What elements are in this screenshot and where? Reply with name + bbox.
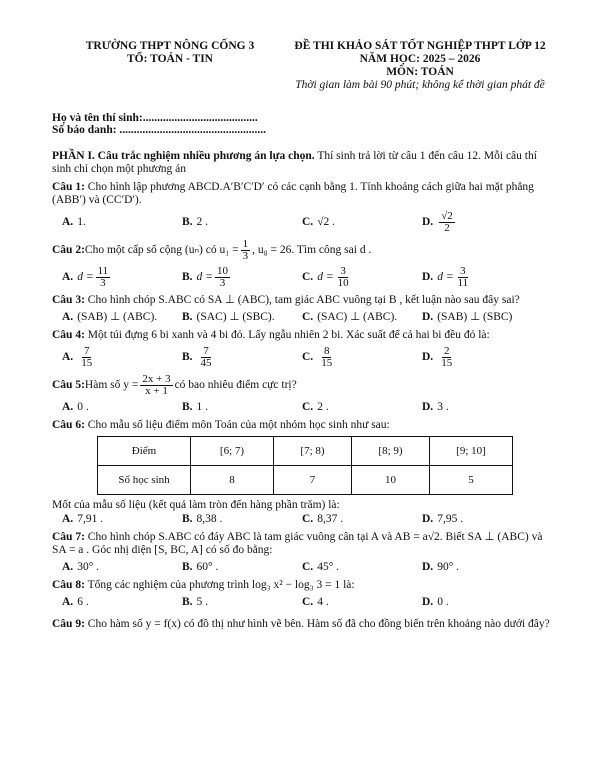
letter-d: D. xyxy=(422,351,434,363)
q6-data-table xyxy=(97,436,513,495)
q6-text: Cho mẫu số liệu điểm môn Toán của một nhóm học sinh như sau: xyxy=(84,419,390,431)
q4-b-num: 7 xyxy=(203,345,209,357)
letter-d: D. xyxy=(422,271,434,283)
letter-d: D. xyxy=(422,596,434,608)
q2-fraction xyxy=(241,239,251,262)
q2-options xyxy=(62,266,550,289)
part-title: PHẦN I. Câu trắc nghiệm nhiều phương án lựa chọn. xyxy=(52,150,315,162)
subject: MÔN: TOÁN xyxy=(386,66,454,78)
q5-b: 1 . xyxy=(196,401,209,413)
q2-c-pre: d = xyxy=(317,271,334,283)
letter-b: B. xyxy=(182,596,193,608)
q2-b-num: 10 xyxy=(216,265,228,277)
q8-option-b[interactable] xyxy=(182,596,302,609)
table-cell: 8 xyxy=(191,466,274,495)
q1-d-den: 2 xyxy=(444,222,450,234)
q4-label: Câu 4: xyxy=(52,329,85,341)
table-cell: [7; 8) xyxy=(274,437,352,466)
q2-c-den: 10 xyxy=(337,277,349,289)
letter-c: C. xyxy=(302,561,314,573)
q6-option-d[interactable] xyxy=(422,513,542,526)
q6-option-a[interactable] xyxy=(62,513,182,526)
q7-b: 60° . xyxy=(196,561,219,573)
letter-b: B. xyxy=(182,351,193,363)
letter-c: C. xyxy=(302,351,314,363)
letter-c: C. xyxy=(302,596,314,608)
letter-b: B. xyxy=(182,216,193,228)
q2-a-num: 11 xyxy=(97,265,109,277)
department: TỔ: TOÁN - TIN xyxy=(127,53,213,65)
table-cell: 10 xyxy=(352,466,430,495)
question-3 xyxy=(52,294,550,307)
school-name: TRƯỜNG THPT NÔNG CỐNG 3 xyxy=(85,40,255,52)
question-4 xyxy=(52,329,550,342)
letter-a: A. xyxy=(62,216,74,228)
q8-option-a[interactable] xyxy=(62,596,182,609)
letter-c: C. xyxy=(302,216,314,228)
table-row xyxy=(98,437,513,466)
questions xyxy=(52,150,550,634)
q8-a: 6 . xyxy=(77,596,89,608)
q4-d-den: 15 xyxy=(441,357,453,369)
header-left xyxy=(70,40,270,66)
letter-a: A. xyxy=(62,351,74,363)
q3-option-d[interactable] xyxy=(422,311,542,324)
q2-f-den: 3 xyxy=(242,250,249,262)
letter-d: D. xyxy=(422,561,434,573)
letter-d: D. xyxy=(422,311,434,323)
q2-text-1: Cho một cấp số cộng (uₙ) có u₁ = xyxy=(84,244,239,256)
q4-a-den: 15 xyxy=(81,357,93,369)
school-year: NĂM HỌC: 2025 – 2026 xyxy=(359,53,481,65)
q3-label: Câu 3: xyxy=(52,294,85,306)
letter-c: C. xyxy=(302,401,314,413)
q3-option-b[interactable] xyxy=(182,311,302,324)
q7-option-d[interactable] xyxy=(422,561,542,574)
q8-option-d[interactable] xyxy=(422,596,542,609)
letter-d: D. xyxy=(422,513,434,525)
q4-b-den: 45 xyxy=(200,357,212,369)
table-cell: [8; 9) xyxy=(352,437,430,466)
q6-option-b[interactable] xyxy=(182,513,302,526)
q2-d-num: 3 xyxy=(460,265,466,277)
question-9 xyxy=(52,614,550,634)
question-6 xyxy=(52,419,550,432)
question-1 xyxy=(52,181,550,207)
q8-d: 0 . xyxy=(437,596,449,608)
time-note: Thời gian làm bài 90 phút; không kể thời gian phát đề xyxy=(295,79,545,91)
q8-label: Câu 8: xyxy=(52,579,85,591)
q4-option-d[interactable] xyxy=(422,346,542,369)
q6-d: 7,95 . xyxy=(437,513,464,525)
letter-b: B. xyxy=(182,513,193,525)
table-cell: Số học sinh xyxy=(98,466,191,495)
q2-a-pre: d = xyxy=(77,271,94,283)
table-cell: 7 xyxy=(274,466,352,495)
student-id-line: Số báo danh: ................................................... xyxy=(52,124,267,136)
q5-a: 0 . xyxy=(77,401,89,413)
q8-text: Tổng các nghiệm của phương trình log₃ x² − log₃ 3 = 1 là: xyxy=(84,579,355,591)
q1-d-fraction xyxy=(439,211,455,234)
part-heading xyxy=(52,150,550,176)
q4-b-fraction xyxy=(199,346,214,369)
question-7 xyxy=(52,531,550,557)
letter-a: A. xyxy=(62,596,74,608)
q4-c-fraction xyxy=(319,346,334,369)
q2-a-den: 3 xyxy=(100,277,106,289)
q9-label: Câu 9: xyxy=(52,618,85,630)
q4-a-fraction xyxy=(79,346,94,369)
q4-option-b[interactable] xyxy=(182,346,302,369)
q2-option-c[interactable] xyxy=(302,266,422,289)
q7-c: 45° . xyxy=(317,561,340,573)
q2-text-2: , u₈ = 26. Tìm công sai d . xyxy=(252,244,372,256)
q6-c: 8,37 . xyxy=(317,513,344,525)
q2-b-pre: d = xyxy=(196,271,213,283)
q3-option-c[interactable] xyxy=(302,311,422,324)
q2-option-a[interactable] xyxy=(62,266,182,289)
table-cell: 5 xyxy=(430,466,513,495)
q4-d-fraction xyxy=(439,346,454,369)
q5-label: Câu 5: xyxy=(52,379,85,391)
q2-c-fraction xyxy=(336,266,351,289)
q1-c: √2 . xyxy=(317,216,335,228)
q2-f-num: 1 xyxy=(242,238,249,250)
q2-b-fraction xyxy=(215,266,230,289)
q2-label: Câu 2: xyxy=(52,244,85,256)
q6-option-c[interactable] xyxy=(302,513,422,526)
q6-b: 8,38 . xyxy=(196,513,223,525)
q3-option-a[interactable] xyxy=(62,311,182,324)
q7-option-c[interactable] xyxy=(302,561,422,574)
q1-option-b[interactable] xyxy=(182,211,302,234)
q4-c-num: 8 xyxy=(323,345,330,357)
q7-text: Cho hình chóp S.ABC có đáy ABC là tam giác vuông cân tại A và AB = a√2. Biết SA ⊥ (ABC) và SA = a . Góc nhị diện [S, BC, A] có số đo bằng: xyxy=(52,531,543,556)
q8-b: 5 . xyxy=(196,596,209,608)
letter-b: B. xyxy=(182,561,193,573)
q2-d-den: 11 xyxy=(457,277,469,289)
q5-f-den: x + 1 xyxy=(145,385,168,397)
letter-b: B. xyxy=(182,311,193,323)
q4-a-num: 7 xyxy=(83,345,90,357)
q1-b: 2 . xyxy=(196,216,209,228)
letter-c: C. xyxy=(302,311,314,323)
q6-a: 7,91 . xyxy=(77,513,104,525)
q4-d-num: 2 xyxy=(443,345,450,357)
q3-b: (SAC) ⊥ (SBC). xyxy=(196,311,275,323)
letter-d: D. xyxy=(422,216,434,228)
letter-a: A. xyxy=(62,401,74,413)
q2-b-den: 3 xyxy=(219,277,226,289)
q2-c-num: 3 xyxy=(340,265,346,277)
q3-d: (SAB) ⊥ (SBC) xyxy=(437,311,513,323)
q2-option-b[interactable] xyxy=(182,266,302,289)
q5-option-c[interactable] xyxy=(302,401,422,414)
q5-text-1: Hàm số y = xyxy=(84,379,139,391)
q2-option-d[interactable] xyxy=(422,266,542,289)
table-cell: [6; 7) xyxy=(191,437,274,466)
q7-a: 30° . xyxy=(77,561,100,573)
q2-a-fraction xyxy=(96,266,111,289)
letter-a: A. xyxy=(62,271,74,283)
table-cell: Điểm xyxy=(98,437,191,466)
letter-c: C. xyxy=(302,513,314,525)
q1-options xyxy=(62,211,550,234)
letter-a: A. xyxy=(62,513,74,525)
part-instructions: Thí sinh trả lời từ câu 1 đến câu 12. Mỗi câu thí sinh chỉ chọn một phương án xyxy=(52,150,537,175)
q5-fraction xyxy=(140,374,172,397)
table-row xyxy=(98,466,513,495)
letter-d: D. xyxy=(422,401,434,413)
q1-option-d[interactable] xyxy=(422,211,542,234)
q7-option-b[interactable] xyxy=(182,561,302,574)
q7-label: Câu 7: xyxy=(52,531,85,543)
q4-options xyxy=(62,346,550,369)
q5-text-2: có bao nhiêu điểm cực trị? xyxy=(174,379,297,391)
q7-options xyxy=(62,561,550,574)
q5-option-d[interactable] xyxy=(422,401,542,414)
q3-text: Cho hình chóp S.ABC có SA ⊥ (ABC), tam giác ABC vuông tại B , kết luận nào sau đây sai? xyxy=(84,294,520,306)
q5-option-a[interactable] xyxy=(62,401,182,414)
student-name-line: Họ và tên thí sinh:........................................ xyxy=(52,112,258,124)
q1-d-num: √2 xyxy=(441,210,453,222)
q3-c: (SAC) ⊥ (ABC). xyxy=(317,311,398,323)
q2-d-fraction xyxy=(456,266,471,289)
letter-a: A. xyxy=(62,311,74,323)
q7-d: 90° . xyxy=(437,561,460,573)
letter-a: A. xyxy=(62,561,74,573)
q8-options xyxy=(62,596,550,609)
q5-options xyxy=(62,401,550,414)
student-info xyxy=(52,112,266,136)
q4-text: Một túi đựng 6 bi xanh và 4 bi đỏ. Lấy ngẫu nhiên 2 bi. Xác suất để cả hai bi đều đỏ là: xyxy=(84,329,490,341)
question-5 xyxy=(52,374,550,397)
letter-b: B. xyxy=(182,271,193,283)
q6-label: Câu 6: xyxy=(52,419,85,431)
q4-option-a[interactable] xyxy=(62,346,182,369)
header-right xyxy=(270,40,570,92)
q9-text: Cho hàm số y = f(x) có đồ thị như hình vẽ bên. Hàm số đã cho đồng biến trên khoảng nào dưới đây? xyxy=(84,618,550,630)
q5-f-num: 2x + 3 xyxy=(142,373,171,385)
q2-d-pre: d = xyxy=(437,271,454,283)
q8-option-c[interactable] xyxy=(302,596,422,609)
q1-label: Câu 1: xyxy=(52,181,85,193)
q3-options xyxy=(62,311,550,324)
q1-option-c[interactable] xyxy=(302,211,422,234)
letter-b: B. xyxy=(182,401,193,413)
q1-a: 1. xyxy=(77,216,86,228)
q3-a: (SAB) ⊥ (ABC). xyxy=(77,311,158,323)
question-8 xyxy=(52,579,550,592)
q1-option-a[interactable] xyxy=(62,211,182,234)
q6-options xyxy=(62,513,550,526)
q6-after-text: Mốt của mẫu số liệu (kết quả làm tròn đến hàng phần trăm) là: xyxy=(52,499,340,511)
q4-c-den: 15 xyxy=(321,357,333,369)
q7-option-a[interactable] xyxy=(62,561,182,574)
q4-option-c[interactable] xyxy=(302,346,422,369)
q8-c: 4 . xyxy=(317,596,329,608)
q5-option-b[interactable] xyxy=(182,401,302,414)
q5-c: 2 . xyxy=(317,401,329,413)
exam-title: ĐỀ THI KHẢO SÁT TỐT NGHIỆP THPT LỚP 12 xyxy=(294,40,546,52)
table-cell: [9; 10] xyxy=(430,437,513,466)
q5-d: 3 . xyxy=(437,401,449,413)
question-2 xyxy=(52,239,550,262)
letter-c: C. xyxy=(302,271,314,283)
q1-text: Cho hình lập phương ABCD.A′B′C′D′ có các cạnh bằng 1. Tính khoảng cách giữa hai mặt phẳng (ABB′) và (CC′D′). xyxy=(52,181,534,206)
